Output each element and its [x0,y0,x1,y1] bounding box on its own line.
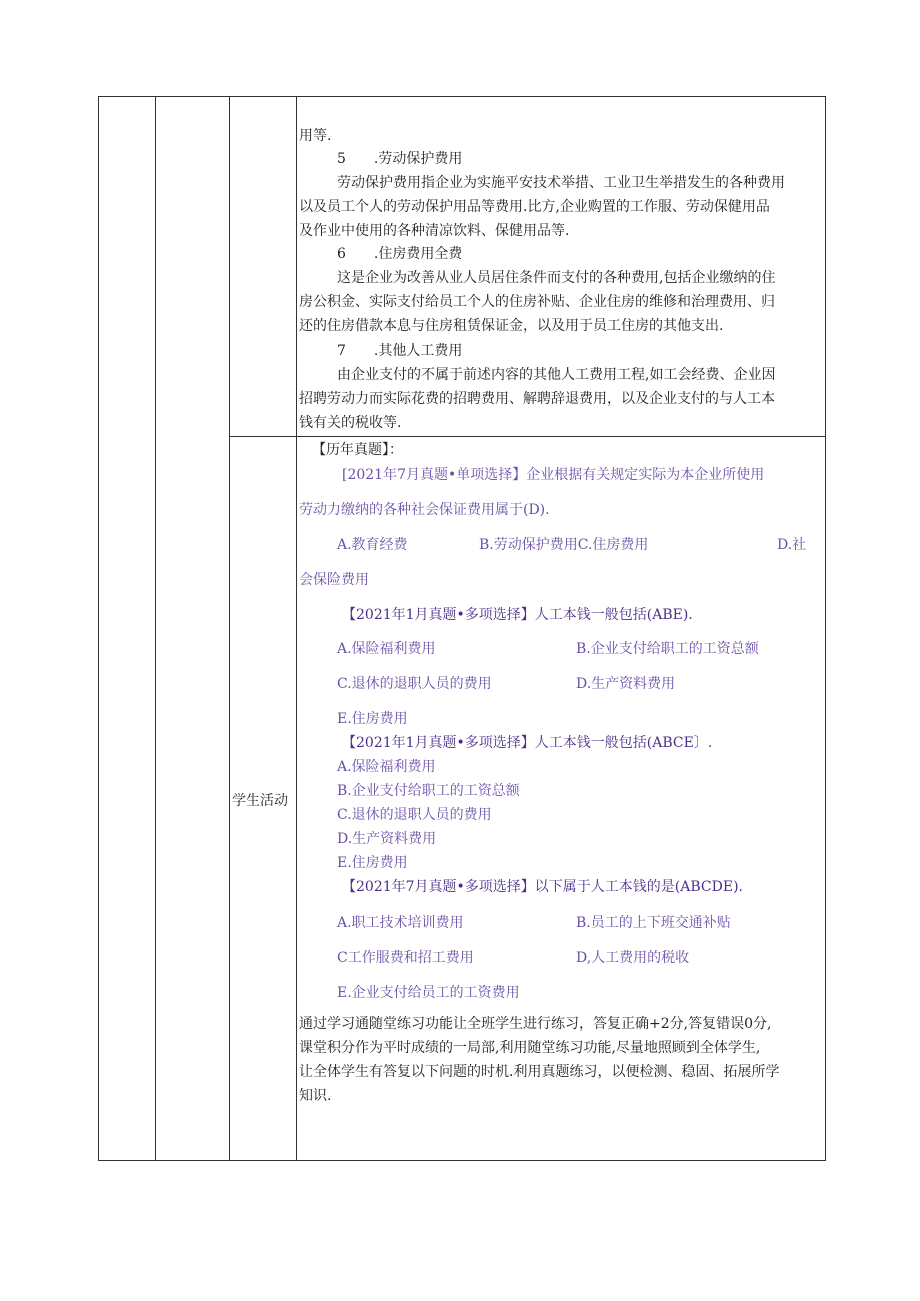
option: C.退休的退职人员的费用 [337,807,492,823]
option: A.保险福利费用 [337,641,436,657]
summary-line: 让全体学生有答复以下问题的时机.利用真题练习，以便检测、稳固、拓展所学 [299,1064,780,1080]
question-stem: 劳动力缴纳的各种社会保证费用属于(D). [299,502,550,518]
option: D,人工费用的税收 [576,950,690,966]
column-divider-3 [296,96,297,1161]
text-line: 用等. [299,128,332,144]
row-label-student-activity: 学生活动 [232,793,288,809]
option: 会保险费用 [299,572,369,588]
section-heading: 5 .劳动保护费用 [337,151,463,167]
question-stem: 【2021年1月真题•多项选择】人工本钱一般包括(ABCE〕. [342,735,713,751]
summary-line: 课堂积分作为平时成绩的一局部,利用随堂练习功能,尽量地照顾到全体学生, [299,1040,761,1056]
text-line: 由企业支付的不属于前述内容的其他人工费用工程,如工会经费、企业因 [337,367,776,383]
summary-line: 通过学习通随堂练习功能让全班学生进行练习，答复正确+2分,答复错误0分, [299,1016,772,1032]
table-top-border [98,96,826,97]
summary-line: 知识. [299,1088,332,1104]
option: A.教育经费 [337,537,408,553]
option: E.企业支付给员工的工资费用 [337,985,520,1001]
section-heading: 7 .其他人工费用 [337,343,463,359]
text-line: 这是企业为改善从业人员居住条件而支付的各种费用,包括企业缴纳的住 [337,270,776,286]
table-bottom-border [98,1160,826,1161]
section-heading: 【历年真题】： [312,442,403,458]
option: B.企业支付给职工的工资总额 [576,641,759,657]
section-heading: 6 .住房费用全费 [337,246,463,262]
option: C工作服费和招工费用 [337,950,474,966]
question-stem: 【2021年1月真题•多项选择】人工本钱一般包括(ABE). [342,607,693,623]
text-line: 劳动保护费用指企业为实施平安技术举措、工业卫生举措发生的各种费用 [337,175,785,191]
option: B.员工的上下班交通补贴 [576,915,731,931]
option: B.劳动保护费用C.住房费用 [479,537,649,553]
option: C.退休的退职人员的费用 [337,676,492,692]
option: A.保险福利费用 [337,759,436,775]
text-line: 钱有关的税收等. [299,415,402,431]
column-divider-2 [229,96,230,1161]
text-line: 房公积金、实际支付给员工个人的住房补贴、企业住房的维修和治理费用、归 [299,294,775,310]
table-left-border [98,96,99,1161]
option: E.住房费用 [337,711,408,727]
text-line: 招聘劳动力而实际花费的招聘费用、解聘辞退费用，以及企业支付的与人工本 [299,391,775,407]
question-stem: 【2021年7月真题•多项选择】以下属于人工本钱的是(ABCDE). [342,879,743,895]
table-right-border [825,96,826,1161]
column-divider-1 [155,96,156,1161]
option: B.企业支付给职工的工资总额 [337,783,520,799]
question-stem: [2021年7月真题•单项选择】企业根据有关规定实际为本企业所使用 [342,467,765,483]
text-line: 及作业中使用的各种清凉饮料、保健用品等. [299,223,570,239]
option: D.生产资料费用 [576,676,676,692]
row-divider [229,436,826,437]
text-line: 还的住房借款本息与住房租赁保证金，以及用于员工住房的其他支出. [299,318,724,334]
text-line: 以及员工个人的劳动保护用品等费用.比方,企业购置的工作服、劳动保健用品 [299,199,770,215]
option: D.生产资料费用 [337,831,437,847]
option: E.住房费用 [337,855,408,871]
option: A.职工技术培训费用 [337,915,464,931]
option: D.社 [777,537,807,553]
